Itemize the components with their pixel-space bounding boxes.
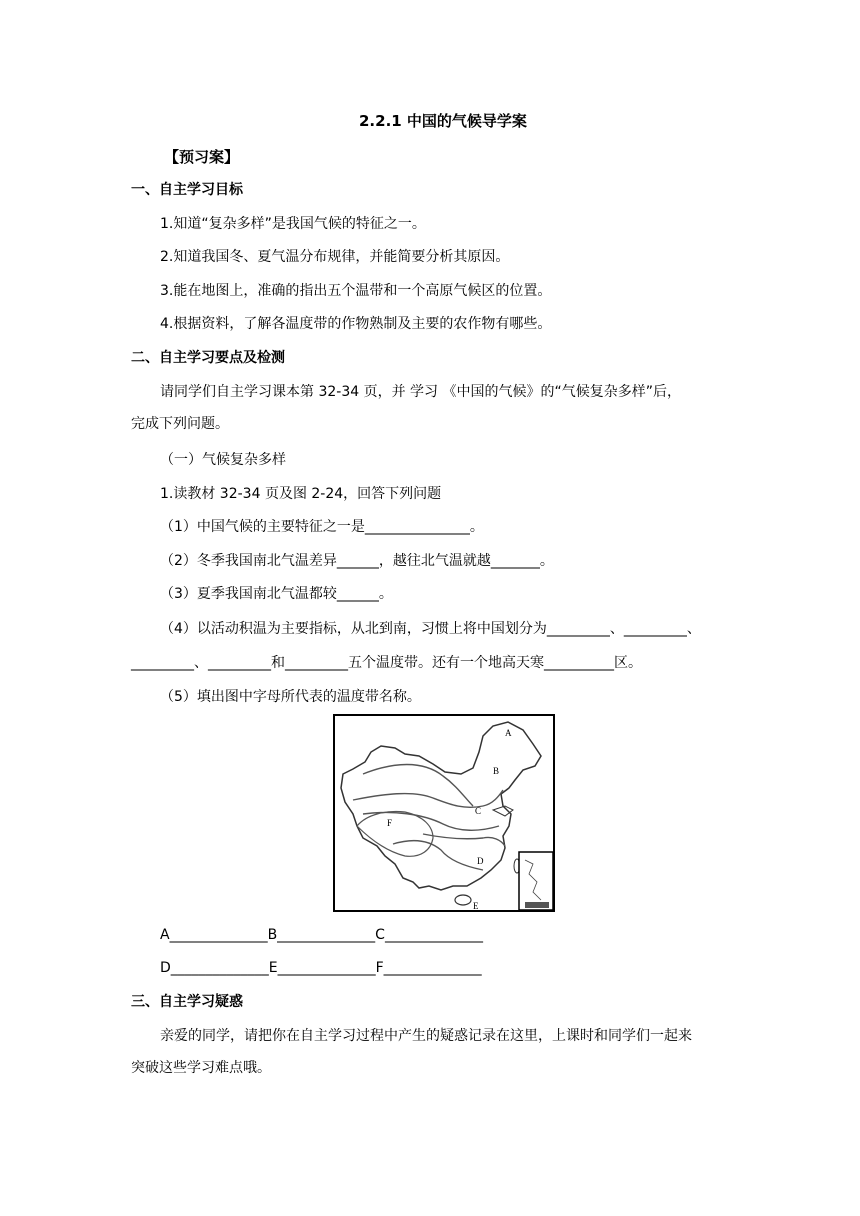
objective-item: 4.根据资料，了解各温度带的作物熟制及主要的农作物有哪些。	[160, 316, 552, 332]
sub-heading: （一）气候复杂多样	[160, 452, 286, 468]
page-title: 2.2.1 中国的气候导学案	[359, 112, 527, 130]
part2-heading: 二、自主学习要点及检测	[131, 350, 285, 366]
map-letter-c: C	[475, 806, 482, 816]
china-temperature-zone-map	[333, 714, 555, 912]
question-3: （3）夏季我国南北气温都较______。	[160, 586, 393, 602]
map-letter-f: F	[387, 818, 393, 828]
answer-row-1: A______________B______________C______________	[160, 927, 483, 943]
question-1: （1）中国气候的主要特征之一是_______________。	[160, 519, 484, 535]
map-letter-d: D	[477, 856, 484, 866]
task-text: 1.读教材 32-34 页及图 2-24，回答下列问题	[160, 486, 442, 502]
map-letter-a: A	[505, 728, 512, 738]
map-letter-e: E	[473, 901, 479, 911]
question-4-line2: _________、_________和_________五个温度带。还有一个地高天寒__________区。	[131, 655, 642, 671]
part1-heading: 一、自主学习目标	[131, 182, 243, 198]
question-2: （2）冬季我国南北气温差异______，越往北气温就越_______。	[160, 553, 554, 569]
part3-text-line1: 亲爱的同学，请把你在自主学习过程中产生的疑惑记录在这里，上课时和同学们一起来	[160, 1028, 692, 1044]
section-label: 【预习案】	[164, 148, 240, 166]
part2-intro-line1: 请同学们自主学习课本第 32-34 页，并 学习 《中国的气候》的“气候复杂多样”后，	[160, 384, 681, 400]
objective-item: 2.知道我国冬、夏气温分布规律，并能简要分析其原因。	[160, 249, 510, 265]
map-letter-b: B	[493, 766, 500, 776]
part2-intro-line2: 完成下列问题。	[131, 416, 229, 432]
answer-row-2: D______________E______________F______________	[160, 960, 482, 976]
part3-heading: 三、自主学习疑惑	[131, 994, 243, 1010]
question-5: （5）填出图中字母所代表的温度带名称。	[160, 689, 421, 705]
part3-text-line2: 突破这些学习难点哦。	[131, 1060, 271, 1076]
objective-item: 1.知道“复杂多样”是我国气候的特征之一。	[160, 216, 426, 232]
question-4-line1: （4）以活动积温为主要指标，从北到南，习惯上将中国划分为_________、_________、	[160, 621, 701, 637]
objective-item: 3.能在地图上，准确的指出五个温带和一个高原气候区的位置。	[160, 283, 552, 299]
